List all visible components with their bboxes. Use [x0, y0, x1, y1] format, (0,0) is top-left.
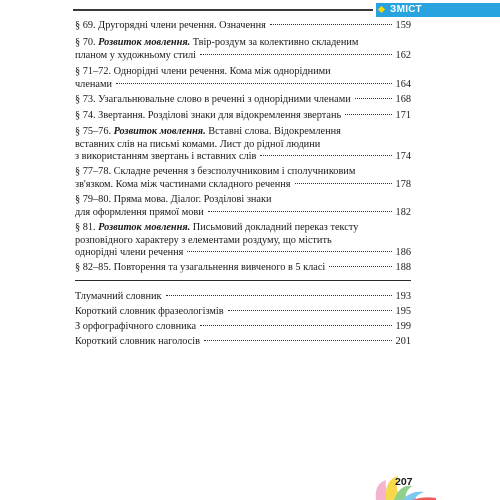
toc-entry-text: § 71–72. Однорідні члени речення. Кома між однорідними	[75, 66, 331, 77]
toc-entry-70[interactable]	[75, 37, 411, 62]
leader-dots	[204, 340, 392, 341]
speech-development-label: Розвиток мовлення.	[113, 126, 206, 137]
toc-entry-text: зв'язком. Кома між частинами складного речення	[75, 178, 291, 190]
toc-page-number: 162	[395, 49, 411, 61]
toc-entry-text: розповідного характеру з елементами роздуму, що містить	[75, 234, 332, 246]
leader-dots	[260, 155, 391, 156]
toc-page-number: 186	[395, 247, 411, 259]
leader-dots	[200, 325, 392, 326]
toc-entry-77-78[interactable]	[75, 166, 411, 191]
toc-entry-text: З орфографічного словника	[75, 321, 197, 332]
toc-entry-81[interactable]	[75, 222, 411, 260]
leader-dots	[208, 211, 392, 212]
page-number: 207	[395, 476, 413, 488]
toc-page-number: 168	[395, 94, 411, 105]
toc-entry-text: Тлумачний словник	[75, 291, 162, 302]
toc-entry-text: § 77–78. Складне речення з безсполучниковим і сполучниковим	[75, 166, 356, 177]
diamond-icon	[378, 6, 385, 13]
toc-dictionary-stress[interactable]	[75, 336, 411, 349]
section-tab	[376, 3, 500, 17]
leader-dots	[270, 24, 392, 25]
leader-dots	[355, 98, 392, 99]
speech-development-label: Розвиток мовлення.	[98, 37, 191, 48]
toc-entry-text: для оформлення прямої мови	[75, 206, 204, 218]
toc-entry-text: членами	[75, 78, 112, 90]
toc-page-number: 178	[395, 178, 411, 190]
toc-entry-75-76[interactable]	[75, 126, 411, 164]
toc-entry-text: вставних слів на письмі комами. Лист до рідної людини	[75, 138, 321, 150]
toc-page-number: 182	[395, 206, 411, 218]
toc-entry-text: § 69. Другорядні члени речення. Означення	[75, 20, 266, 31]
toc-page-number: 199	[395, 321, 411, 332]
toc-entry-text: Короткий словник фразеологізмів	[75, 306, 224, 317]
toc-entry-73[interactable]	[75, 94, 411, 107]
toc-entry-79-80[interactable]	[75, 194, 411, 219]
toc-dictionary-orthographic[interactable]	[75, 321, 411, 334]
toc-page-number: 171	[395, 110, 411, 121]
header-rule	[73, 9, 373, 11]
toc-page-number: 174	[395, 151, 411, 163]
toc-entry-text: § 79–80. Пряма мова. Діалог. Розділові знаки	[75, 194, 272, 205]
section-label: ЗМІСТ	[390, 4, 422, 15]
toc-page-number: 159	[395, 20, 411, 31]
toc-page-number: 195	[395, 306, 411, 317]
toc-entry-text: § 82–85. Повторення та узагальнення вивченого в 5 класі	[75, 262, 326, 273]
leader-dots	[200, 54, 392, 55]
leader-dots	[187, 251, 391, 252]
toc-entry-text: з використанням звертань і вставних слів	[75, 151, 257, 163]
toc-entry-text: § 74. Звертання. Розділові знаки для відокремлення звертань	[75, 110, 342, 121]
toc-dictionary-explanatory[interactable]	[75, 291, 411, 304]
leader-dots	[116, 83, 392, 84]
leader-dots	[166, 295, 392, 296]
toc-entry-74[interactable]	[75, 110, 411, 123]
toc-entry-text: § 81.	[75, 222, 99, 233]
toc-entry-text: Письмовий докладний переказ тексту	[190, 222, 359, 233]
leader-dots	[228, 310, 392, 311]
leader-dots	[329, 266, 391, 267]
toc-entry-text: § 70.	[75, 37, 99, 48]
toc-entry-text: § 75–76.	[75, 126, 114, 137]
toc-entry-text: Вставні слова. Відокремлення	[205, 126, 341, 137]
toc-entry-text: планом у художньому стилі	[75, 49, 196, 61]
leader-dots	[345, 114, 391, 115]
toc-entry-text: § 73. Узагальнювальне слово в реченні з однорідними членами	[75, 94, 351, 105]
toc-entry-text: Твір-роздум за колективно складеним	[190, 37, 359, 48]
toc-page-number: 188	[395, 262, 411, 273]
leader-dots	[295, 183, 392, 184]
toc-page-number: 201	[395, 336, 411, 347]
toc-entry-text: Короткий словник наголосів	[75, 336, 200, 347]
section-divider	[75, 280, 411, 281]
speech-development-label: Розвиток мовлення.	[98, 222, 191, 233]
toc-page-number: 164	[395, 78, 411, 90]
toc-entry-69[interactable]	[75, 20, 411, 33]
toc-entry-text: однорідні члени речення	[75, 247, 184, 259]
toc-entry-82-85[interactable]	[75, 262, 411, 275]
toc-entry-71-72[interactable]	[75, 66, 411, 91]
toc-page-number: 193	[395, 291, 411, 302]
toc-dictionary-phraseological[interactable]	[75, 306, 411, 319]
